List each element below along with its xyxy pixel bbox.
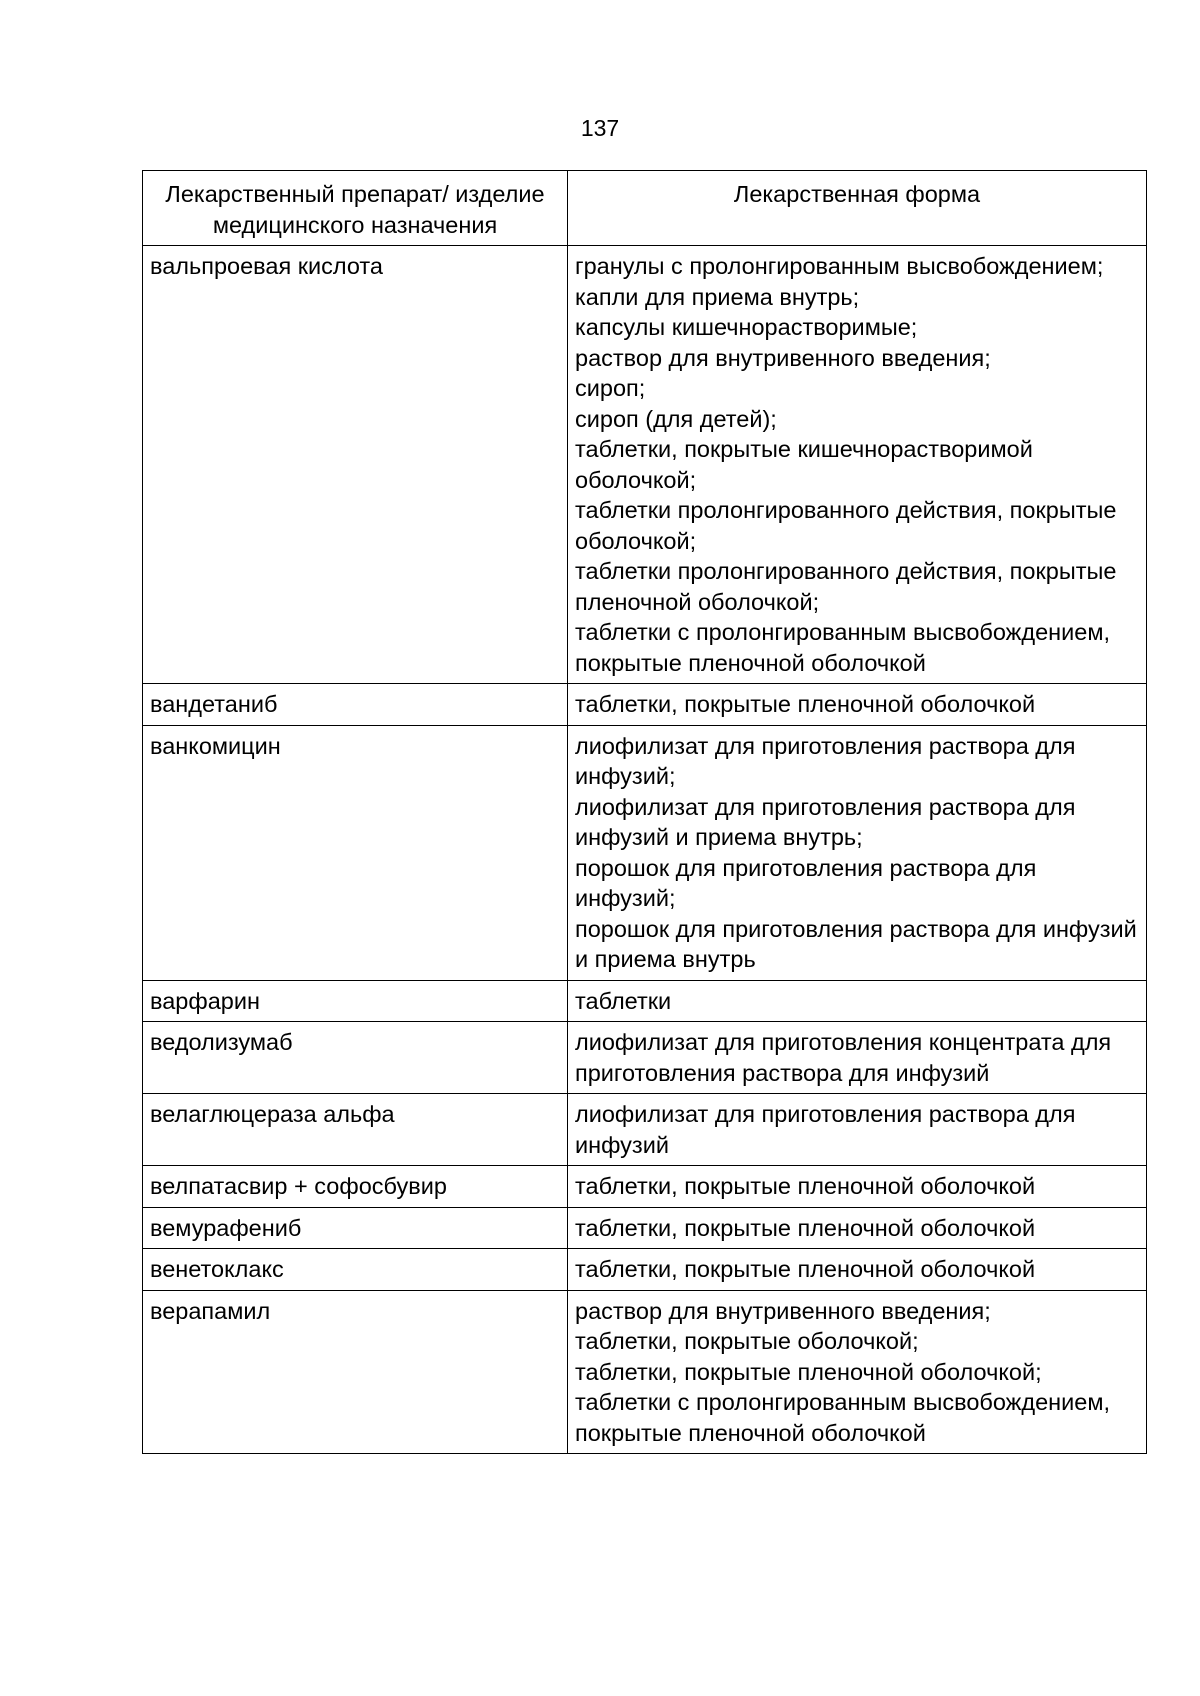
drug-name-cell: верапамил xyxy=(143,1290,568,1454)
dosage-form-item: таблетки, покрытые пленочной оболочкой xyxy=(575,691,1036,717)
dosage-form-cell xyxy=(568,725,1147,980)
table-row xyxy=(143,1290,1147,1454)
table-header-row xyxy=(143,171,1147,246)
column-header-drug: Лекарственный препарат/ изделие медицинского назначения xyxy=(143,171,568,246)
dosage-form-item: таблетки пролонгированного действия, покрытые оболочкой; xyxy=(575,497,1117,554)
table-row xyxy=(143,1249,1147,1291)
dosage-form-item: таблетки, покрытые пленочной оболочкой xyxy=(575,1214,1036,1241)
drug-table xyxy=(142,170,1147,1454)
dosage-form-item: таблетки, покрытые пленочной оболочкой xyxy=(575,1173,1036,1199)
dosage-form-cell xyxy=(568,1249,1147,1291)
dosage-form-cell xyxy=(568,246,1147,684)
dosage-form-item: раствор для внутривенного введения; xyxy=(575,1297,991,1324)
dosage-form-cell xyxy=(568,1290,1147,1454)
drug-name-cell: варфарин xyxy=(143,980,568,1022)
dosage-form-cell xyxy=(568,684,1147,726)
table-row xyxy=(143,725,1147,980)
dosage-form-item: сироп (для детей); xyxy=(575,405,777,432)
dosage-form-item: сироп; xyxy=(575,375,646,401)
drug-name-cell: ведолизумаб xyxy=(143,1022,568,1094)
dosage-form-cell xyxy=(568,1022,1147,1094)
table-row xyxy=(143,1022,1147,1094)
drug-name-cell: венетоклакс xyxy=(143,1249,568,1291)
drug-name-cell: вандетаниб xyxy=(143,684,568,726)
table-row xyxy=(143,980,1147,1022)
dosage-form-item: таблетки, покрытые пленочной оболочкой xyxy=(575,1256,1036,1282)
column-header-form: Лекарственная форма xyxy=(568,171,1147,246)
dosage-form-item: порошок для приготовления раствора для инфузий и приема внутрь xyxy=(575,915,1137,972)
table-body xyxy=(143,246,1147,1454)
dosage-form-item: таблетки, покрытые кишечнорастворимой оболочкой; xyxy=(575,436,1033,493)
drug-name-cell: вемурафениб xyxy=(143,1207,568,1249)
dosage-form-item: порошок для приготовления раствора для инфузий; xyxy=(575,854,1037,911)
dosage-form-item: лиофилизат для приготовления раствора для инфузий xyxy=(575,1101,1076,1158)
dosage-form-item: гранулы с пролонгированным высвобождением; xyxy=(575,253,1104,279)
dosage-form-item: лиофилизат для приготовления концентрата для приготовления раствора для инфузий xyxy=(575,1029,1112,1086)
drug-name-cell: велпатасвир + софосбувир xyxy=(143,1166,568,1208)
dosage-form-cell xyxy=(568,980,1147,1022)
dosage-form-item: таблетки с пролонгированным высвобождением, покрытые пленочной оболочкой xyxy=(575,619,1111,676)
dosage-form-item: таблетки xyxy=(575,987,672,1014)
table-row xyxy=(143,1094,1147,1166)
dosage-form-cell xyxy=(568,1094,1147,1166)
table-row xyxy=(143,1207,1147,1249)
table-row xyxy=(143,1166,1147,1208)
dosage-form-item: таблетки, покрытые оболочкой; xyxy=(575,1328,919,1354)
dosage-form-cell xyxy=(568,1207,1147,1249)
dosage-form-item: раствор для внутривенного введения; xyxy=(575,344,991,371)
dosage-form-item: таблетки пролонгированного действия, покрытые пленочной оболочкой; xyxy=(575,558,1117,615)
table-row xyxy=(143,246,1147,684)
table-row xyxy=(143,684,1147,726)
drug-name-cell: велаглюцераза альфа xyxy=(143,1094,568,1166)
drug-name-cell: вальпроевая кислота xyxy=(143,246,568,684)
dosage-form-cell xyxy=(568,1166,1147,1208)
dosage-form-item: капли для приема внутрь; xyxy=(575,283,860,310)
drug-name-cell: ванкомицин xyxy=(143,725,568,980)
dosage-form-item: таблетки с пролонгированным высвобождением, покрытые пленочной оболочкой xyxy=(575,1389,1111,1446)
dosage-form-item: лиофилизат для приготовления раствора для инфузий; xyxy=(575,732,1076,789)
dosage-form-item: лиофилизат для приготовления раствора для инфузий и приема внутрь; xyxy=(575,793,1076,850)
dosage-form-item: капсулы кишечнорастворимые; xyxy=(575,314,918,340)
page-number: 137 xyxy=(580,115,620,141)
dosage-form-item: таблетки, покрытые пленочной оболочкой; xyxy=(575,1358,1042,1385)
